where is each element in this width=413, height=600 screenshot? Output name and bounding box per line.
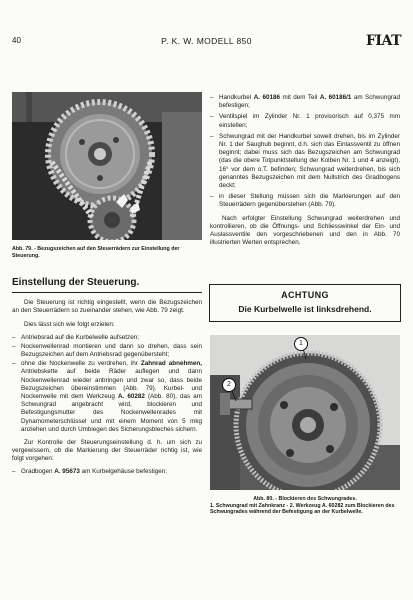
fiat-logo: FIAT [365,33,401,49]
figure-79-caption: Abb. 79. - Bezugszeichen auf den Steuerrädern zur Einstellung der Steuerung. [12,246,180,259]
step-item: – Nockenwellenrad montieren und dann so drehen, dass sein Bezugszeichen auf dem Antriebsrad gegenübersteht; [12,343,202,359]
step-item: – Antriebsrad auf die Kurbelwelle aufsetzen; [12,334,202,342]
page-header [10,33,403,53]
step-item: – Ventilspiel im Zylinder Nr. 1 provisorisch auf 0,375 mm einstellen; [210,113,400,129]
figure-80-caption-body: 1. Schwungrad mit Zahnkranz - 2. Werkzeug A. 60282 zum Blockieren des Schwungrades während der Befestigung an der Kurbelwelle. [210,502,395,516]
section-heading: Einstellung der Steuerung. [12,277,140,288]
flywheel-photo [210,335,400,490]
steps-list [12,334,202,434]
step-item: – in dieser Stellung müssen sich die Markierungen auf den Steuerrädern gegenüberstehen (Abb. 79). [210,193,400,209]
warning-title: ACHTUNG [281,290,329,300]
left-column-body [12,299,202,477]
right-column-body [210,94,400,247]
section-divider [12,292,202,293]
callout-1: 1 [294,337,308,351]
control-paragraph: Zur Kontrolle der Steuerungseinstellung d. h. um sich zu vergewissern, ob die Markierung der Steuerräder richtig ist, wie folgt vorgehen: [12,439,202,463]
control-list [12,468,202,476]
page-title: P. K. W. MODELL 850 [161,36,252,46]
after-paragraph: Nach erfolgter Einstellung Schwungrad weiterdrehen und kontrollieren, ob die Öffnungs- und Schliesswinkel der Ein- und Auslassventile den vorgeschriebenen und den in Abb. 70 illustrierten Werten entsprechen. [210,214,400,247]
intro-paragraph: Die Steuerung ist richtig eingestellt, wenn die Bezugszeichen an den Steuerrädern so zueinander stehen, wie Abb. 79 zeigt. [12,299,202,315]
page-number: 40 [12,36,21,45]
timing-gears-photo [12,92,202,240]
step-item: – Gradbogen A. 95673 am Kurbelgehäuse befestigen; [12,468,202,476]
step-item: – ohne die Nockenwelle zu verdrehen, ihr Zahnrad abnehmen, Antriebskette auf beide Räder auflegen und dann Nockenwellenrad wieder anbringen und zwar so, dass beide Bezugszeichen übereinstimmen (Abb. 79). Kurbel- und Nockenwelle mit dem Werkzeug A. 60282 (Abb. 80), das am Schwungrad angebracht wird, blockieren und Befestigungsmutter des Nockenwellenrades mit Dynamometerschlüssel und mit einem Moment von 5 mkg anziehen und durch Umbiegen des Sicherungsbleches sichern. [12,360,202,434]
step-item: – Schwungrad mit der Handkurbel soweit drehen, bis im Zylinder Nr. 1 der Saughub beginnt, d.h. sich das Einlassventil zu öffnen beginnt; dabei muss sich das Bezugszeichen am Schwungrad (das die obere Totpunktstellung der Kolben Nr. 1 und 4 anzeigt), 16° vor dem o.T. befinden; Schwungrad weiterdrehen, bis sich genanntes Bezugszeichen mit dem Nullstrich des Gradbogens deckt; [210,133,400,190]
warning-text: Die Kurbelwelle ist linksdrehend. [238,304,372,314]
step-item: – Handkurbel A. 60186 mit dem Teil A. 60186/1 am Schwungrad befestigen; [210,94,400,110]
steps-intro: Dies lässt sich wie folgt erzielen: [24,321,115,329]
callout-2: 2 [222,378,236,392]
figure-80-caption [210,496,400,516]
right-steps-list [210,94,400,210]
figure-80-caption-title: Abb. 80. - Blockieren des Schwungrades. [253,496,357,502]
warning-box [209,284,401,322]
